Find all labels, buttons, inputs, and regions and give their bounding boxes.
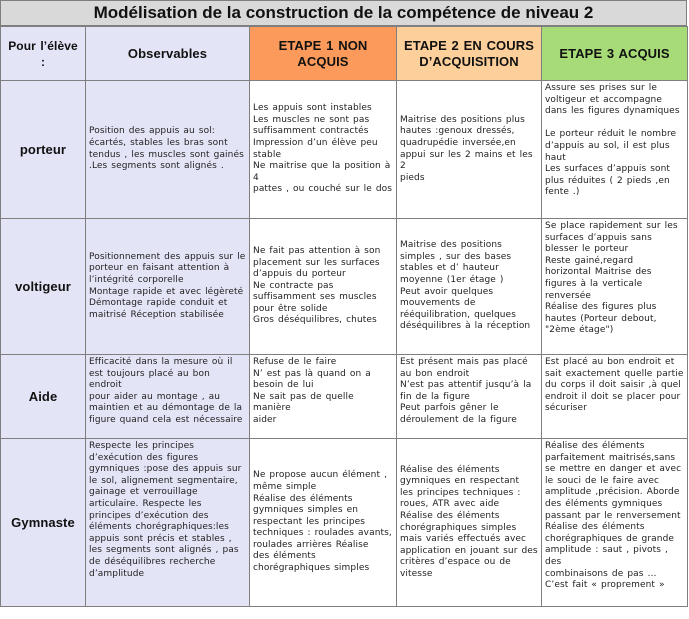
etape1-cell [250,439,397,607]
cell-line: placement sur les surfaces [253,257,380,268]
cell-line: des éléments gymniques [545,498,663,509]
cell-line: déroulement de la figure [400,414,517,425]
cell-line: se mettre en danger et avec [545,464,682,475]
cell-line: fin de la figure [400,391,470,402]
cell-line: haut [545,152,566,163]
cell-line: Peut avoir quelques [400,286,494,297]
etape2-cell [397,219,542,355]
cell-line: voltigeur et accompagne [545,94,662,105]
observables-cell [86,439,250,607]
header-etape2: ETAPE 2 EN COURS D’ACQUISITION [397,27,542,81]
header-pour: Pour l’élève : [1,27,86,81]
observables-cell [86,219,250,355]
page-title: Modélisation de la construction de la compétence de niveau 2 [0,0,687,26]
cell-line: Maitrise des positions [400,240,502,251]
cell-line: Ne contracte pas [253,280,334,291]
cell-line: Est présent mais pas placé [400,357,528,367]
etape3-cell [542,439,688,607]
cell-line: pieds [400,172,425,183]
header-etape1: ETAPE 1 NON ACQUIS [250,27,397,81]
cell-line: au bon endroit [400,368,470,379]
cell-line: stable [253,149,282,160]
cell-line: articulaire. Respecte les [89,498,202,509]
cell-line: amplitude ,précision. Aborde [545,487,680,498]
cell-line: le sol, alignement segmentaire, [89,475,238,486]
header-row [1,27,688,81]
cell-line: maitrisé Réception stabilisée [89,309,224,320]
cell-line: renversée [545,290,591,301]
cell-line: Les appuis sont instables [253,103,372,114]
cell-line: Se place rapidement sur les [545,221,678,231]
cell-line: éléments chorégraphiques:les [89,522,229,533]
row-label: porteur [1,81,86,219]
cell-line: porteur en faisant attention à [89,263,230,274]
cell-line: amplitude : saut , pivots , des [545,545,668,567]
cell-line: combinaisons de pas … [545,568,657,579]
cell-line: chorégraphiques simples [400,522,517,533]
cell-line: Impression d’un élève peu [253,137,378,148]
cell-line: Gros déséquilibres, chutes [253,315,377,326]
cell-line: Réalise des figures plus [545,302,657,313]
row-label: voltigeur [1,219,86,355]
cell-line: simples , sur des bases [400,251,512,262]
cell-line: pour être solide [253,303,328,314]
cell-line: surfaces d’appuis sans [545,232,652,243]
cell-line: C’est fait « proprement » [545,580,665,591]
table-row [1,439,688,607]
cell-line: passant par le renversement [545,510,681,521]
cell-line: Efficacité dans la mesure où il [89,357,233,367]
cell-line: roulades arrières Réalise [253,539,369,550]
cell-line: techniques : roulades avants, [253,528,392,539]
cell-line: Ne fait pas attention à son [253,245,381,256]
cell-line: mouvements de [400,298,476,309]
table-row [1,355,688,439]
cell-line: pattes , ou couché sur le dos [253,184,393,195]
cell-line: critères d’espace ou de [400,557,511,568]
cell-line: Ne sait pas de quelle manière [253,391,354,414]
competence-table [0,26,688,607]
row-label: Aide [1,355,86,439]
cell-line: Démontage rapide conduit et [89,298,228,309]
cell-line: l’intégrité corporelle [89,274,184,285]
cell-line: d’appuis du porteur [253,269,346,280]
cell-line: application en jouant sur des [400,545,538,556]
observables-cell [86,81,250,219]
etape2-cell [397,439,542,607]
cell-line: Position des appuis au sol: [89,126,215,137]
cell-line [545,118,684,130]
cell-line: du corps il doit saisir ,à quel [545,380,681,391]
etape3-cell [542,219,688,355]
row-label: Gymnaste [1,439,86,607]
table-row [1,219,688,355]
cell-line: respectant les principes [253,516,366,527]
cell-line: d’amplitude [89,568,145,579]
cell-line: tendus , les muscles sont gainés [89,149,244,160]
cell-line: Maitrise des positions plus [400,114,525,125]
etape1-cell [250,355,397,439]
cell-line: de déséquilibres recherche [89,556,216,567]
cell-line: Réalise des éléments [253,493,353,504]
cell-line: hautes :genoux dressés, [400,126,515,137]
cell-line: quadrupédie inversée,en [400,137,516,148]
observables-cell [86,355,250,439]
cell-line: principes d’exécution des [89,510,209,521]
cell-line: Réalise des éléments [400,510,500,521]
cell-line: rééquilibration, quelques [400,309,516,320]
cell-line: moyenne (1er étage ) [400,274,504,285]
cell-line: gainage et verrouillage [89,487,198,498]
cell-line: hautes (Porteur debout, [545,313,657,324]
cell-line: écartés, stables les bras sont [89,137,228,148]
cell-line: Les surfaces d’appuis sont [545,164,671,175]
cell-line: parfaitement maitrisés,sans [545,452,676,463]
cell-line: blesser le porteur [545,244,629,255]
cell-line: Ne propose aucun élément , [253,470,388,481]
cell-line: Reste gainé,regard [545,255,634,266]
cell-line: suffisamment contractés [253,126,369,137]
cell-line: Les muscles ne sont pas [253,114,370,125]
cell-line: d’exécution des figures [89,452,199,463]
cell-line: figures à la verticale [545,278,643,289]
cell-line: chorégraphiques simples [253,563,370,574]
table-row [1,81,688,219]
cell-line: Positionnement des appuis sur le [89,251,246,262]
cell-line: besoin de lui [253,380,314,391]
cell-line: Refuse de le faire [253,357,337,367]
etape2-cell [397,81,542,219]
cell-line: Ne maitrise que la position à 4 [253,161,391,183]
cell-line: .Les segments sont alignés . [89,161,224,172]
cell-line: chorégraphiques de grande [545,533,675,544]
cell-line: dans les figures dynamiques [545,106,680,117]
cell-line: Est placé au bon endroit et [545,357,675,367]
cell-line: appui sur les 2 mains et les 2 [400,149,533,172]
cell-line: gymniques en respectant [400,476,520,487]
cell-line: stables et d’ hauteur [400,263,499,274]
cell-line: déséquilibres à la réception [400,321,531,332]
cell-line: endroit il doit se placer pour [545,391,681,402]
cell-line: sait exactement quelle partie [545,368,684,379]
cell-line: Peut parfois gêner le [400,403,499,414]
cell-line: plus réduites ( 2 pieds ,en [545,175,670,186]
cell-line: pour aider au montage , au [89,391,221,402]
cell-line: les principes techniques : [400,487,521,498]
cell-line: Réalise des éléments [400,464,500,475]
cell-line: d’appuis au sol, il est plus [545,140,670,151]
cell-line: aider [253,414,277,425]
cell-line: N’est pas attentif jusqu’à la [400,380,532,391]
cell-line: N’ est pas là quand on a [253,368,371,379]
cell-line: est toujours placé au bon endroit [89,368,210,391]
cell-line: horizontal Maitrise des [545,267,652,278]
cell-line: mais variés effectués avec [400,534,527,545]
cell-line: les segments sont alignés , pas [89,545,239,556]
cell-line: le souci de le faire avec [545,475,660,486]
cell-line: gymniques :pose des appuis sur [89,464,242,475]
cell-line: Le porteur réduit le nombre [545,129,677,140]
cell-line: suffisamment ses muscles [253,292,377,303]
etape1-cell [250,219,397,355]
cell-line: "2ème étage") [545,325,614,336]
cell-line: figure quand cela est nécessaire [89,414,243,425]
etape3-cell [542,81,688,219]
cell-line: Montage rapide et avec légèreté [89,286,244,297]
etape1-cell [250,81,397,219]
cell-line: maintien et au démontage de la [89,403,243,414]
cell-line: Assure ses prises sur le [545,83,657,93]
cell-line: Réalise des éléments [545,522,645,533]
cell-line: appuis sont précis et stables , [89,533,232,544]
cell-line: gymniques simples en [253,505,359,516]
cell-line: Réalise des éléments [545,441,645,451]
cell-line: sécuriser [545,403,587,414]
cell-line: même simple [253,481,317,492]
cell-line: fente .) [545,187,580,198]
cell-line: roues, ATR avec aide [400,499,500,510]
cell-line: Respecte les principes [89,441,194,451]
cell-line: des éléments [253,551,316,562]
header-etape3: ETAPE 3 ACQUIS [542,27,688,81]
cell-line: vitesse [400,568,433,579]
etape2-cell [397,355,542,439]
header-observables: Observables [86,27,250,81]
etape3-cell [542,355,688,439]
